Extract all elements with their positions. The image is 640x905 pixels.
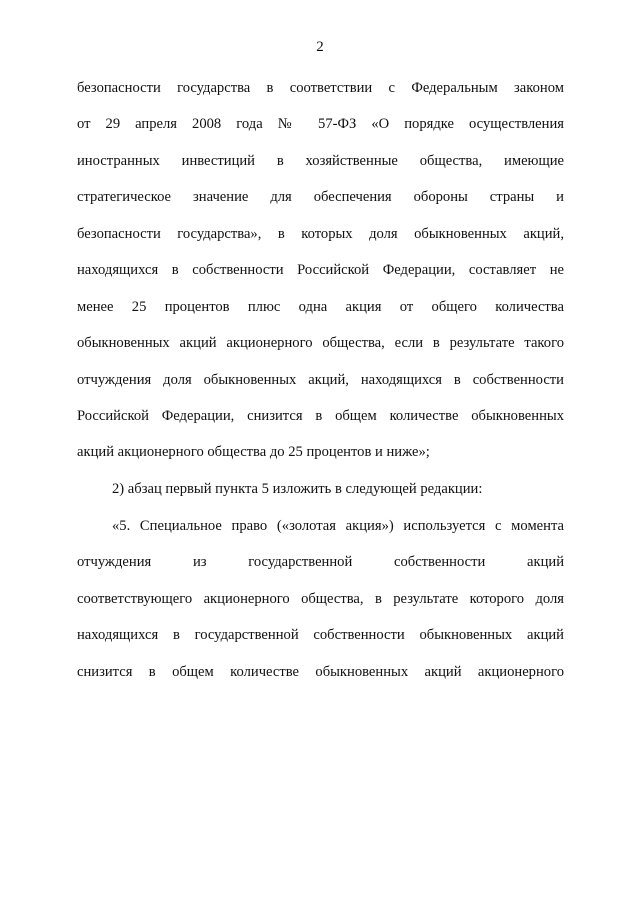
text-line: находящихся в государственной собственности обыкновенных акций bbox=[77, 627, 564, 644]
text-line: обыкновенных акций акционерного общества, если в результате такого bbox=[77, 335, 564, 352]
text-line: находящихся в собственности Российской Федерации, составляет не bbox=[77, 262, 564, 279]
paragraph-continued bbox=[77, 70, 564, 471]
text-line: 2) абзац первый пункта 5 изложить в следующей редакции: bbox=[112, 481, 483, 497]
text-line: менее 25 процентов плюс одна акция от общего количества bbox=[77, 298, 564, 315]
amendment-quote bbox=[77, 508, 564, 690]
text-line: «5. Специальное право («золотая акция») используется с момента bbox=[112, 518, 564, 534]
amendment-item-2 bbox=[77, 471, 564, 507]
text-line: безопасности государства», в которых доля обыкновенных акций, bbox=[77, 225, 564, 242]
text-line: безопасности государства в соответствии с Федеральным законом bbox=[77, 80, 564, 96]
text-line: стратегическое значение для обеспечения обороны страны и bbox=[77, 189, 564, 206]
text-line: отчуждения доля обыкновенных акций, находящихся в собственности bbox=[77, 371, 564, 388]
text-line: Российской Федерации, снизится в общем количестве обыкновенных bbox=[77, 407, 564, 424]
page-number: 2 bbox=[316, 39, 324, 55]
text-line: снизится в общем количестве обыкновенных акций акционерного bbox=[77, 663, 564, 680]
text-line: соответствующего акционерного общества, в результате которого доля bbox=[77, 590, 564, 607]
text-line: отчуждения из государственной собственности акций bbox=[77, 554, 564, 571]
text-line: иностранных инвестиций в хозяйственные общества, имеющие bbox=[77, 152, 564, 169]
text-line: от 29 апреля 2008 года № 57-ФЗ «О порядке осуществления bbox=[77, 116, 564, 133]
text-line: акций акционерного общества до 25 процентов и ниже»; bbox=[77, 444, 430, 461]
